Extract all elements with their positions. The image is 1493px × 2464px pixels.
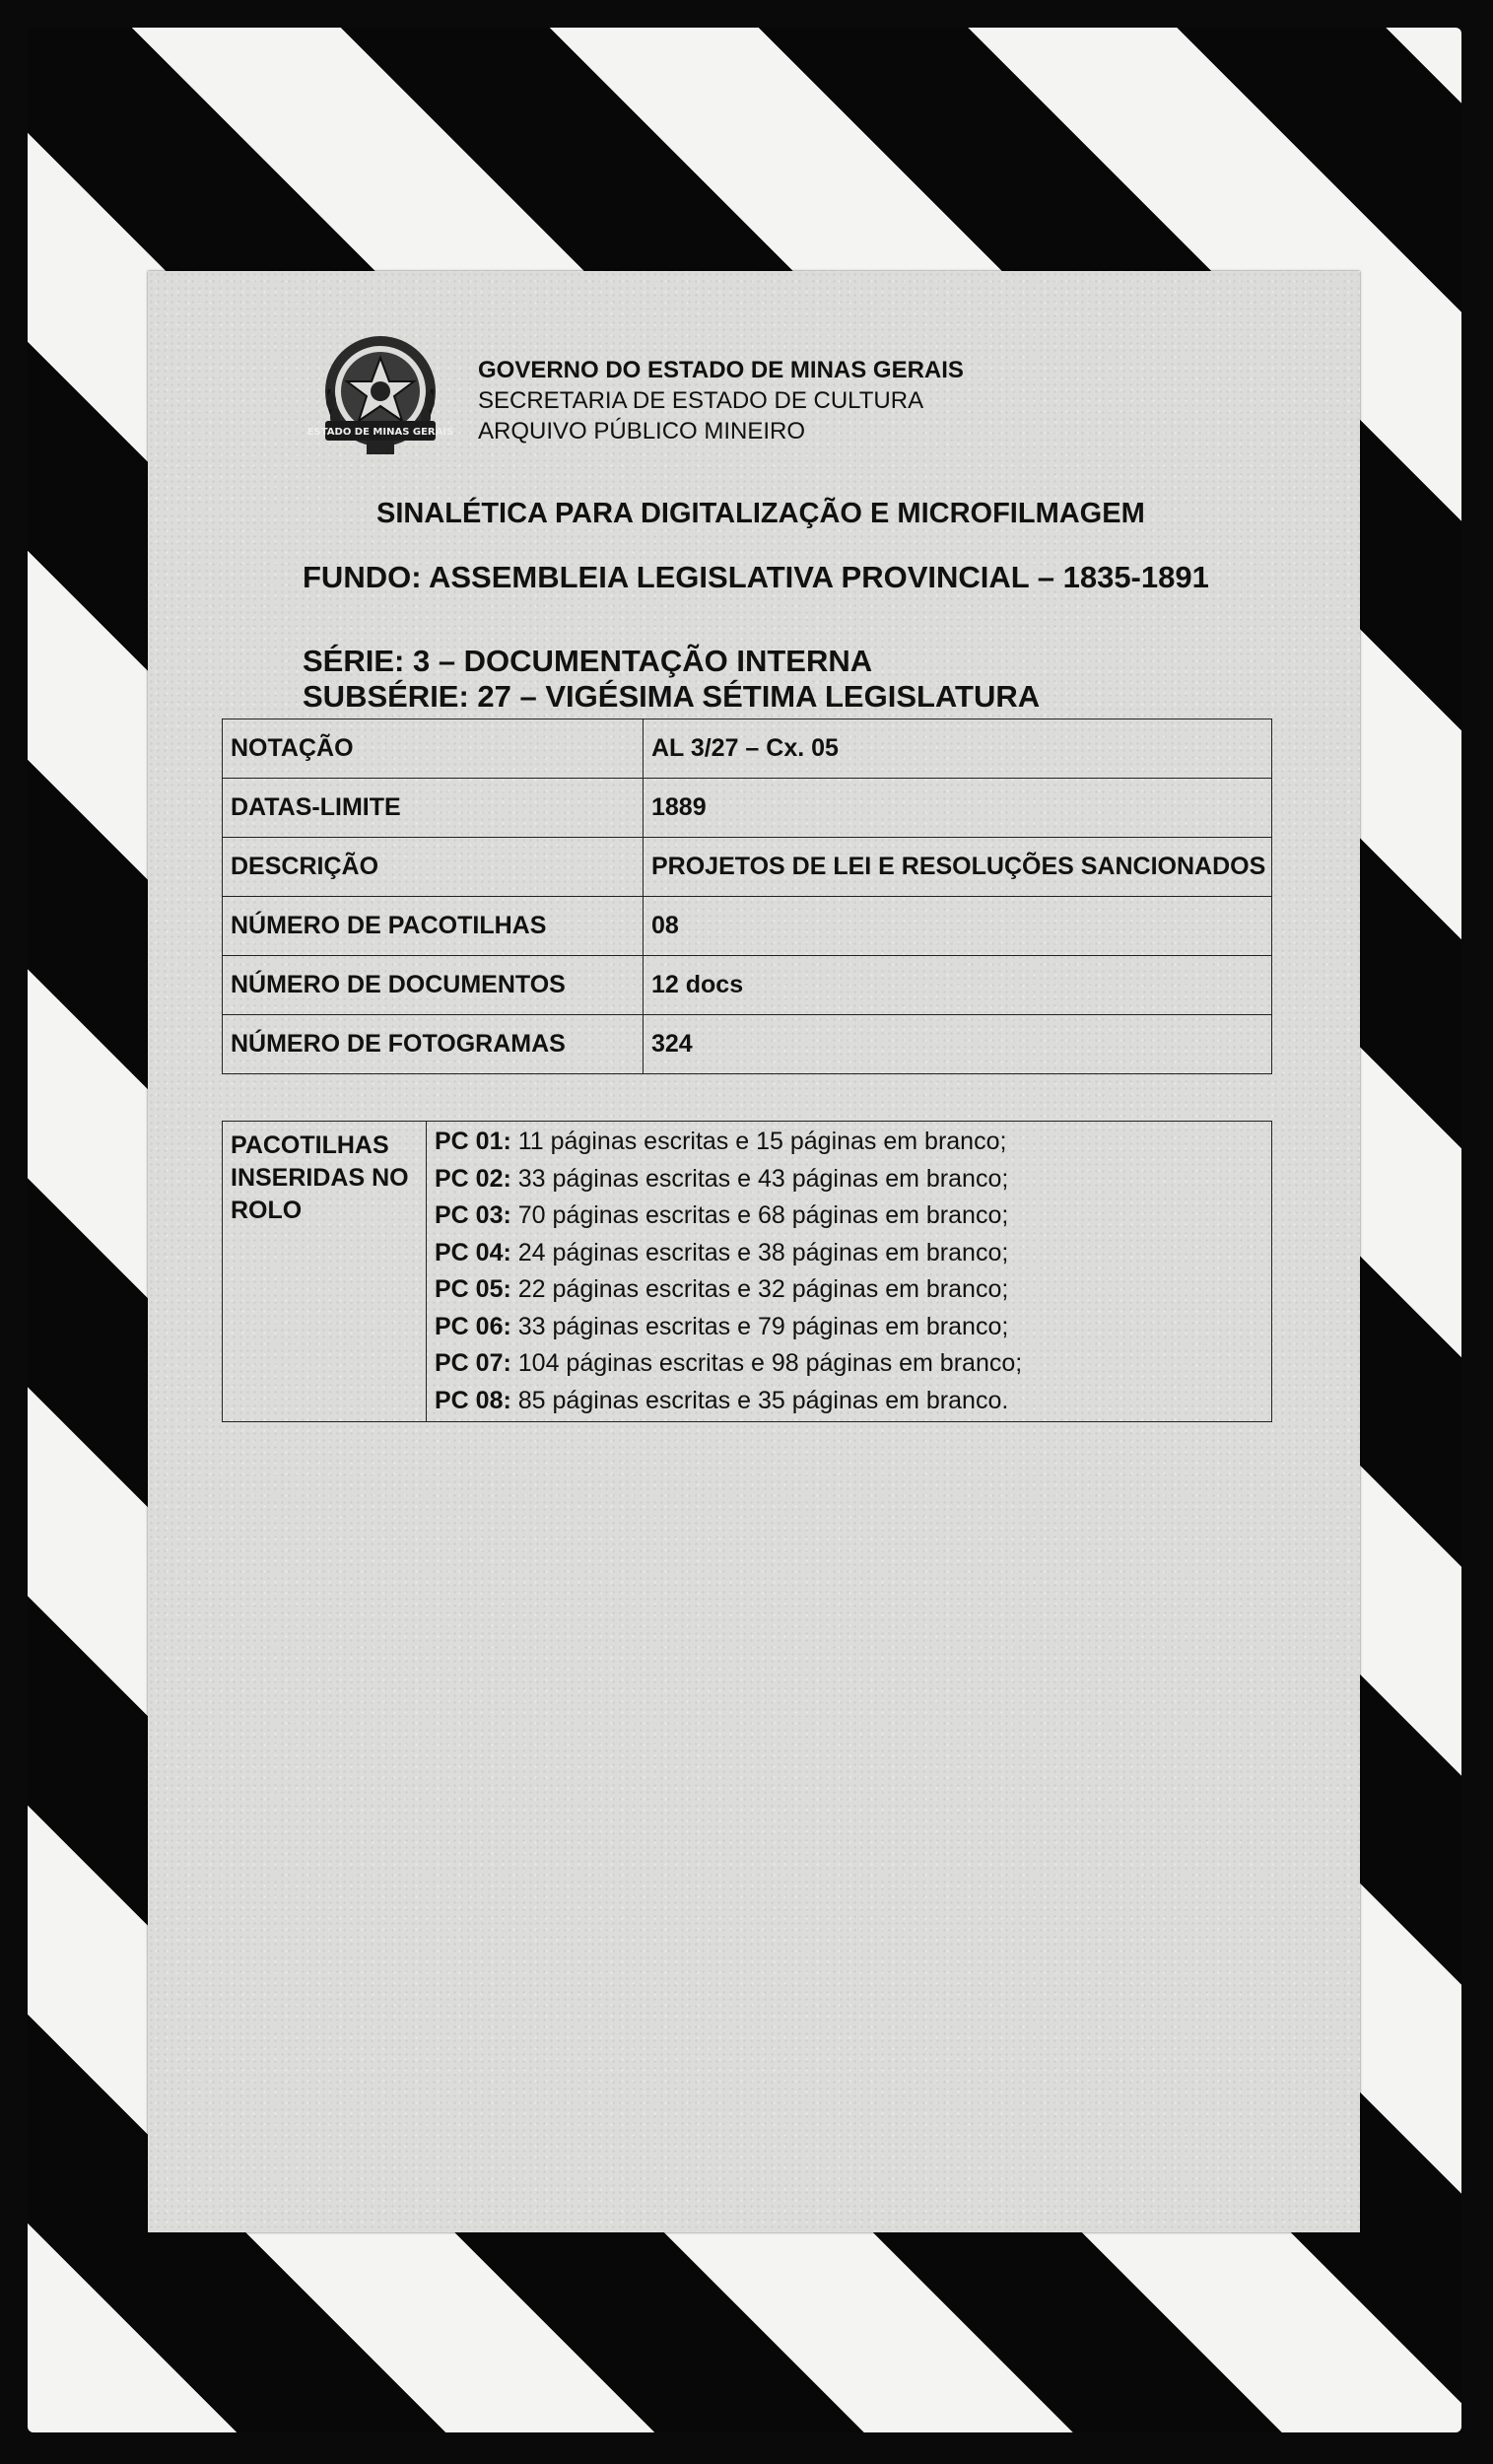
row-label: DATAS-LIMITE — [223, 779, 644, 838]
fundo-line: FUNDO: ASSEMBLEIA LEGISLATIVA PROVINCIAL – 1835-1891 — [303, 560, 1209, 594]
pc-code: PC 06: — [435, 1312, 511, 1340]
serie-line: SÉRIE: 3 – DOCUMENTAÇÃO INTERNA — [303, 644, 873, 678]
list-item — [435, 1198, 1263, 1235]
row-label: NÚMERO DE PACOTILHAS — [223, 897, 644, 956]
government-name: GOVERNO DO ESTADO DE MINAS GERAIS — [478, 357, 964, 383]
table-row — [223, 719, 1272, 779]
list-item — [435, 1235, 1263, 1272]
signaletic-card — [148, 271, 1360, 2232]
pc-code: PC 05: — [435, 1275, 511, 1303]
header-text — [478, 355, 964, 446]
row-value: 324 — [644, 1015, 1272, 1074]
pc-text: 70 páginas escritas e 68 páginas em branco; — [510, 1201, 1009, 1229]
pc-code: PC 01: — [435, 1128, 511, 1155]
table-row — [223, 956, 1272, 1015]
table-row — [223, 838, 1272, 897]
row-label: DESCRIÇÃO — [223, 838, 644, 897]
pc-code: PC 04: — [435, 1238, 511, 1266]
state-seal-icon — [306, 330, 454, 460]
row-label: NÚMERO DE DOCUMENTOS — [223, 956, 644, 1015]
table-row — [223, 897, 1272, 956]
secretariat-name: SECRETARIA DE ESTADO DE CULTURA — [478, 387, 924, 414]
row-value: 08 — [644, 897, 1272, 956]
row-value: 1889 — [644, 779, 1272, 838]
table-row — [223, 1015, 1272, 1074]
table-row — [223, 779, 1272, 838]
pacotilhas-label: PACOTILHAS INSERIDAS NO ROLO — [223, 1122, 427, 1422]
pc-text: 85 páginas escritas e 35 páginas em branco. — [510, 1386, 1009, 1414]
list-item — [435, 1271, 1263, 1309]
pc-text: 11 páginas escritas e 15 páginas em branco; — [510, 1128, 1007, 1155]
list-item — [435, 1383, 1263, 1420]
info-table — [222, 719, 1272, 1074]
pc-code: PC 08: — [435, 1386, 511, 1414]
row-label: NÚMERO DE FOTOGRAMAS — [223, 1015, 644, 1074]
subserie-line: SUBSÉRIE: 27 – VIGÉSIMA SÉTIMA LEGISLATURA — [303, 679, 1041, 714]
seal-banner-text: ESTADO DE MINAS GERAIS — [306, 427, 454, 438]
list-item — [435, 1309, 1263, 1346]
row-value: AL 3/27 – Cx. 05 — [644, 719, 1272, 779]
list-item — [435, 1345, 1263, 1383]
page-title: SINALÉTICA PARA DIGITALIZAÇÃO E MICROFILMAGEM — [376, 498, 1145, 529]
archive-name: ARQUIVO PÚBLICO MINEIRO — [478, 418, 806, 445]
pc-code: PC 03: — [435, 1201, 511, 1229]
pc-text: 33 páginas escritas e 79 páginas em branco; — [510, 1312, 1009, 1340]
list-item — [435, 1161, 1263, 1198]
pc-text: 104 páginas escritas e 98 páginas em branco; — [510, 1349, 1023, 1377]
pacotilhas-table — [222, 1121, 1272, 1422]
pacotilhas-list — [427, 1122, 1272, 1422]
pc-text: 22 páginas escritas e 32 páginas em branco; — [510, 1275, 1009, 1303]
pc-text: 33 páginas escritas e 43 páginas em branco; — [510, 1164, 1009, 1193]
pc-code: PC 07: — [435, 1349, 511, 1377]
pc-text: 24 páginas escritas e 38 páginas em branco; — [510, 1238, 1009, 1266]
institution-header — [306, 330, 1202, 458]
pc-code: PC 02: — [435, 1164, 511, 1193]
row-value: 12 docs — [644, 956, 1272, 1015]
table-row — [223, 1122, 1272, 1422]
row-value: PROJETOS DE LEI E RESOLUÇÕES SANCIONADOS — [644, 838, 1272, 897]
list-item — [435, 1124, 1263, 1161]
row-label: NOTAÇÃO — [223, 719, 644, 779]
